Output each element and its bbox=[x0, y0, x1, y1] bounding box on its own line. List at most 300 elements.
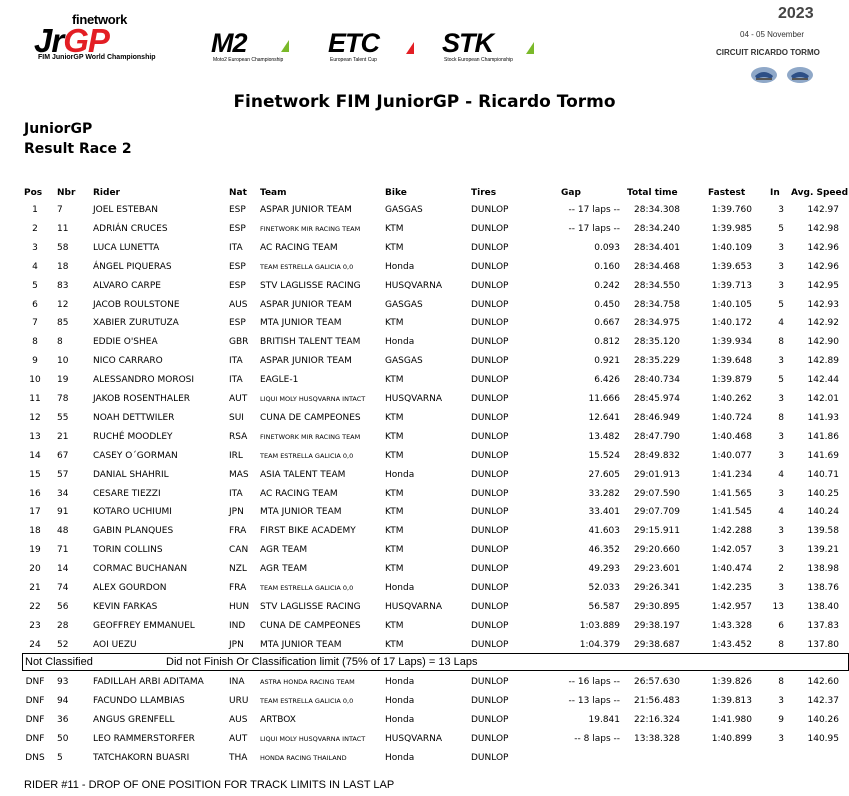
team-name: BRITISH TALENT TEAM bbox=[260, 337, 361, 348]
bike-cell: KTM bbox=[385, 526, 404, 537]
gap-cell: 11.666 bbox=[588, 394, 620, 404]
fastest-lap-cell: 1:39.813 bbox=[711, 696, 752, 706]
total-time-cell: 22:16.324 bbox=[634, 715, 680, 725]
table-row bbox=[0, 466, 849, 484]
fastest-lap-cell: 1:40.105 bbox=[711, 299, 752, 310]
nat-cell: AUS bbox=[229, 299, 248, 310]
pos-cell: DNF bbox=[25, 734, 45, 744]
stk-accent-shape bbox=[526, 42, 534, 54]
tires-cell: DUNLOP bbox=[471, 394, 509, 404]
nbr-cell: 83 bbox=[57, 280, 69, 291]
total-time-cell: 29:38.197 bbox=[634, 620, 680, 631]
tires-cell: DUNLOP bbox=[471, 734, 509, 744]
in-lap-cell: 3 bbox=[778, 356, 784, 367]
pos-cell: 23 bbox=[29, 620, 41, 631]
total-time-cell: 28:35.229 bbox=[634, 356, 680, 367]
nbr-cell: 93 bbox=[57, 677, 69, 687]
pos-cell: 4 bbox=[32, 261, 38, 272]
table-row bbox=[0, 749, 849, 767]
gap-cell: 33.282 bbox=[588, 488, 620, 499]
total-time-cell: 29:26.341 bbox=[634, 583, 680, 593]
table-row bbox=[0, 296, 849, 314]
bike-cell: KTM bbox=[385, 375, 404, 386]
nat-cell: FRA bbox=[229, 526, 247, 537]
col-team: Team bbox=[260, 188, 287, 198]
team-name: FINETWORK MIR RACING TEAM bbox=[260, 432, 361, 441]
tires-cell: DUNLOP bbox=[471, 469, 509, 480]
rider-name: ADRIÁN CRUCES bbox=[93, 223, 168, 234]
bike-cell: HUSQVARNA bbox=[385, 734, 443, 744]
col-bike: Bike bbox=[385, 188, 407, 198]
fastest-lap-cell: 1:40.899 bbox=[711, 734, 752, 744]
gap-cell: 1:03.889 bbox=[579, 620, 620, 631]
tires-cell: DUNLOP bbox=[471, 412, 509, 423]
team-name: ASPAR JUNIOR TEAM bbox=[260, 356, 352, 367]
avg-speed-cell: 138.40 bbox=[807, 601, 839, 612]
gap-cell: -- 8 laps -- bbox=[574, 734, 620, 744]
table-row bbox=[0, 598, 849, 616]
nbr-cell: 36 bbox=[57, 715, 69, 725]
table-row bbox=[0, 277, 849, 295]
table-row bbox=[0, 390, 849, 408]
pos-cell: 22 bbox=[29, 601, 41, 612]
nbr-cell: 5 bbox=[57, 753, 63, 763]
tires-cell: DUNLOP bbox=[471, 677, 509, 687]
pos-cell: DNF bbox=[25, 715, 45, 725]
total-time-cell: 28:34.758 bbox=[634, 299, 680, 310]
nbr-cell: 19 bbox=[57, 375, 69, 386]
nbr-cell: 18 bbox=[57, 261, 69, 272]
avg-speed-cell: 142.60 bbox=[807, 677, 839, 687]
rider-name: JAKOB ROSENTHALER bbox=[93, 394, 191, 404]
bike-cell: Honda bbox=[385, 337, 415, 348]
tires-cell: DUNLOP bbox=[471, 431, 509, 442]
gap-cell: 0.667 bbox=[594, 318, 620, 329]
tires-cell: DUNLOP bbox=[471, 583, 509, 593]
nbr-cell: 85 bbox=[57, 318, 69, 329]
nat-cell: AUT bbox=[229, 394, 248, 404]
table-row bbox=[0, 333, 849, 351]
nat-cell: IRL bbox=[229, 450, 243, 461]
race-footnote: RIDER #11 - DROP OF ONE POSITION FOR TRACK LIMITS IN LAST LAP bbox=[24, 779, 395, 791]
tires-cell: DUNLOP bbox=[471, 488, 509, 499]
nbr-cell: 21 bbox=[57, 431, 69, 442]
nat-cell: SUI bbox=[229, 412, 244, 423]
gap-cell: 0.160 bbox=[594, 261, 620, 272]
avg-speed-cell: 142.98 bbox=[807, 223, 839, 234]
bike-cell: KTM bbox=[385, 242, 404, 253]
total-time-cell: 28:35.120 bbox=[634, 337, 680, 348]
in-lap-cell: 3 bbox=[778, 205, 784, 215]
nat-cell: ITA bbox=[229, 488, 243, 499]
nbr-cell: 8 bbox=[57, 337, 63, 348]
gap-cell: 0.812 bbox=[594, 337, 620, 348]
nbr-cell: 11 bbox=[57, 223, 69, 234]
table-row bbox=[0, 692, 849, 710]
tires-cell: DUNLOP bbox=[471, 715, 509, 725]
gap-cell: 6.426 bbox=[594, 375, 620, 386]
helmet-badge-icon bbox=[786, 66, 814, 84]
bike-cell: KTM bbox=[385, 412, 404, 423]
fastest-lap-cell: 1:39.985 bbox=[711, 223, 752, 234]
nat-cell: GBR bbox=[229, 337, 249, 348]
pos-cell: 19 bbox=[29, 545, 41, 556]
nbr-cell: 74 bbox=[57, 583, 69, 593]
etc-tagline: European Talent Cup bbox=[330, 57, 377, 63]
pos-cell: 3 bbox=[32, 242, 38, 253]
col-avg-speed: Avg. Speed bbox=[791, 188, 849, 198]
in-lap-cell: 3 bbox=[778, 583, 784, 593]
team-name: AGR TEAM bbox=[260, 545, 308, 556]
fastest-lap-cell: 1:40.172 bbox=[711, 318, 752, 329]
m2-logo bbox=[211, 30, 301, 65]
in-lap-cell: 3 bbox=[778, 488, 784, 499]
team-name: LIQUI MOLY HUSQVARNA INTACT bbox=[260, 395, 366, 403]
nbr-cell: 48 bbox=[57, 526, 69, 537]
rider-name: JOEL ESTEBAN bbox=[93, 205, 158, 215]
table-row bbox=[0, 673, 849, 691]
pos-cell: 5 bbox=[32, 280, 38, 291]
team-name: MTA JUNIOR TEAM bbox=[260, 318, 342, 329]
nbr-cell: 67 bbox=[57, 450, 69, 461]
bike-cell: Honda bbox=[385, 261, 415, 272]
in-lap-cell: 8 bbox=[778, 337, 784, 348]
rider-name: AOI UEZU bbox=[93, 639, 137, 650]
bike-cell: KTM bbox=[385, 545, 404, 556]
tires-cell: DUNLOP bbox=[471, 526, 509, 537]
bike-cell: Honda bbox=[385, 677, 415, 687]
avg-speed-cell: 141.93 bbox=[807, 412, 839, 423]
team-name: LIQUI MOLY HUSQVARNA INTACT bbox=[260, 735, 366, 743]
nbr-cell: 55 bbox=[57, 412, 69, 423]
gap-cell: 15.524 bbox=[588, 450, 620, 461]
team-name: CUNA DE CAMPEONES bbox=[260, 412, 361, 423]
gap-cell: -- 13 laps -- bbox=[568, 696, 620, 706]
pos-cell: 21 bbox=[29, 583, 41, 593]
event-dates: 04 - 05 November bbox=[740, 30, 805, 39]
bike-cell: KTM bbox=[385, 431, 404, 442]
team-name: FIRST BIKE ACADEMY bbox=[260, 526, 356, 537]
rider-name: ÁNGEL PIQUERAS bbox=[93, 261, 172, 272]
total-time-cell: 28:47.790 bbox=[634, 431, 680, 442]
pos-cell: DNF bbox=[25, 696, 45, 706]
fastest-lap-cell: 1:43.452 bbox=[711, 639, 752, 650]
pos-cell: 7 bbox=[32, 318, 38, 329]
juniorgp-logo bbox=[34, 12, 179, 64]
nbr-cell: 50 bbox=[57, 734, 69, 744]
nat-cell: THA bbox=[229, 753, 248, 763]
in-lap-cell: 3 bbox=[778, 526, 784, 537]
pos-cell: 9 bbox=[32, 356, 38, 367]
tires-cell: DUNLOP bbox=[471, 545, 509, 556]
not-classified-banner bbox=[22, 653, 849, 671]
helmet-badge-icon bbox=[750, 66, 778, 84]
total-time-cell: 29:07.590 bbox=[634, 488, 680, 499]
gap-cell: -- 16 laps -- bbox=[568, 677, 620, 687]
table-row bbox=[0, 409, 849, 427]
col-nbr: Nbr bbox=[57, 188, 76, 198]
stk-wordmark: STK bbox=[442, 28, 493, 58]
fastest-lap-cell: 1:39.713 bbox=[711, 280, 752, 291]
table-row bbox=[0, 314, 849, 332]
table-row bbox=[0, 560, 849, 578]
fastest-lap-cell: 1:39.934 bbox=[711, 337, 752, 348]
nbr-cell: 28 bbox=[57, 620, 69, 631]
nat-cell: HUN bbox=[229, 601, 250, 612]
tires-cell: DUNLOP bbox=[471, 299, 509, 310]
nbr-cell: 78 bbox=[57, 394, 69, 404]
col-fastest: Fastest bbox=[708, 188, 746, 198]
avg-speed-cell: 142.92 bbox=[807, 318, 839, 329]
rider-name: RUCHÉ MOODLEY bbox=[93, 431, 173, 442]
jrgp-wordmark: JrGP bbox=[34, 22, 109, 59]
table-row bbox=[0, 352, 849, 370]
team-name: MTA JUNIOR TEAM bbox=[260, 639, 342, 650]
nbr-cell: 58 bbox=[57, 242, 69, 253]
tires-cell: DUNLOP bbox=[471, 564, 509, 575]
pos-cell: DNF bbox=[25, 677, 45, 687]
avg-speed-cell: 142.96 bbox=[807, 261, 839, 272]
rider-name: LUCA LUNETTA bbox=[93, 242, 160, 253]
juniorgp-tagline: FIM JuniorGP World Championship bbox=[38, 54, 156, 61]
table-row bbox=[0, 522, 849, 540]
gap-cell: 46.352 bbox=[588, 545, 620, 556]
bike-cell: Honda bbox=[385, 715, 415, 725]
nbr-cell: 91 bbox=[57, 507, 69, 518]
nat-cell: ESP bbox=[229, 318, 246, 329]
nat-cell: FRA bbox=[229, 583, 247, 593]
rider-name: NOAH DETTWILER bbox=[93, 412, 175, 423]
etc-logo bbox=[328, 30, 418, 65]
rider-name: ALVARO CARPE bbox=[93, 280, 161, 291]
team-name: AGR TEAM bbox=[260, 564, 308, 575]
fastest-lap-cell: 1:40.468 bbox=[711, 431, 752, 442]
fastest-lap-cell: 1:39.879 bbox=[711, 375, 752, 386]
tires-cell: DUNLOP bbox=[471, 450, 509, 461]
bike-cell: KTM bbox=[385, 223, 404, 234]
avg-speed-cell: 138.76 bbox=[807, 583, 839, 593]
team-name: TEAM ESTRELLA GALICIA 0,0 bbox=[260, 262, 354, 271]
team-name: TEAM ESTRELLA GALICIA 0,0 bbox=[260, 584, 354, 592]
tires-cell: DUNLOP bbox=[471, 337, 509, 348]
team-name: MTA JUNIOR TEAM bbox=[260, 507, 342, 518]
fastest-lap-cell: 1:40.109 bbox=[711, 242, 752, 253]
tires-cell: DUNLOP bbox=[471, 205, 509, 215]
avg-speed-cell: 141.86 bbox=[807, 431, 839, 442]
in-lap-cell: 3 bbox=[778, 696, 784, 706]
nat-cell: CAN bbox=[229, 545, 249, 556]
fastest-lap-cell: 1:40.474 bbox=[711, 564, 752, 575]
gap-cell: 52.033 bbox=[588, 583, 620, 593]
gap-cell: 0.093 bbox=[594, 242, 620, 253]
series-name: JuniorGP bbox=[24, 121, 93, 137]
team-name: ASPAR JUNIOR TEAM bbox=[260, 205, 352, 215]
team-name: STV LAGLISSE RACING bbox=[260, 601, 361, 612]
avg-speed-cell: 140.71 bbox=[807, 469, 839, 480]
team-name: ASPAR JUNIOR TEAM bbox=[260, 299, 352, 310]
col-rider: Rider bbox=[93, 188, 120, 198]
m2-tagline: Moto2 European Championship bbox=[213, 57, 284, 63]
nbr-cell: 7 bbox=[57, 205, 63, 215]
pos-cell: 8 bbox=[32, 337, 38, 348]
table-row bbox=[0, 239, 849, 257]
fastest-lap-cell: 1:39.760 bbox=[711, 205, 752, 215]
rider-name: LEO RAMMERSTORFER bbox=[93, 734, 195, 744]
avg-speed-cell: 142.89 bbox=[807, 356, 839, 367]
m2-wordmark: M2 bbox=[211, 28, 247, 58]
avg-speed-cell: 140.24 bbox=[807, 507, 839, 518]
nat-cell: URU bbox=[229, 696, 249, 706]
table-row bbox=[0, 636, 849, 654]
table-row bbox=[0, 447, 849, 465]
bike-cell: KTM bbox=[385, 450, 404, 461]
in-lap-cell: 3 bbox=[778, 545, 784, 556]
event-circuit: CIRCUIT RICARDO TORMO bbox=[716, 48, 820, 57]
tires-cell: DUNLOP bbox=[471, 375, 509, 386]
rider-name: JACOB ROULSTONE bbox=[93, 299, 180, 310]
nbr-cell: 34 bbox=[57, 488, 69, 499]
rider-name: DANIAL SHAHRIL bbox=[93, 469, 169, 480]
finetwork-brand: finetwork bbox=[72, 12, 128, 27]
tires-cell: DUNLOP bbox=[471, 242, 509, 253]
total-time-cell: 28:46.949 bbox=[634, 412, 680, 423]
pos-cell: 15 bbox=[29, 469, 41, 480]
avg-speed-cell: 137.83 bbox=[807, 620, 839, 631]
total-time-cell: 29:30.895 bbox=[634, 601, 680, 612]
fastest-lap-cell: 1:43.328 bbox=[711, 620, 752, 631]
bike-cell: KTM bbox=[385, 620, 404, 631]
fastest-lap-cell: 1:40.724 bbox=[711, 412, 752, 423]
tires-cell: DUNLOP bbox=[471, 620, 509, 631]
rider-name: XABIER ZURUTUZA bbox=[93, 318, 179, 329]
fastest-lap-cell: 1:41.234 bbox=[711, 469, 752, 480]
in-lap-cell: 3 bbox=[778, 734, 784, 744]
in-lap-cell: 8 bbox=[778, 639, 784, 650]
pos-cell: 13 bbox=[29, 431, 41, 442]
bike-cell: Honda bbox=[385, 696, 415, 706]
total-time-cell: 28:40.734 bbox=[634, 375, 680, 386]
nbr-cell: 10 bbox=[57, 356, 69, 367]
table-row bbox=[0, 428, 849, 446]
team-name: AC RACING TEAM bbox=[260, 242, 338, 253]
team-name: STV LAGLISSE RACING bbox=[260, 280, 361, 291]
bike-cell: KTM bbox=[385, 564, 404, 575]
table-row bbox=[0, 201, 849, 219]
fastest-lap-cell: 1:39.653 bbox=[711, 261, 752, 272]
fastest-lap-cell: 1:41.545 bbox=[711, 507, 752, 518]
pos-cell: 18 bbox=[29, 526, 41, 537]
avg-speed-cell: 139.21 bbox=[807, 545, 839, 556]
rider-name: KEVIN FARKAS bbox=[93, 601, 158, 612]
gap-cell: -- 17 laps -- bbox=[568, 223, 620, 234]
avg-speed-cell: 142.97 bbox=[807, 205, 839, 215]
bike-cell: GASGAS bbox=[385, 356, 423, 367]
in-lap-cell: 4 bbox=[778, 507, 784, 518]
nat-cell: JPN bbox=[229, 639, 244, 650]
in-lap-cell: 3 bbox=[778, 431, 784, 442]
avg-speed-cell: 140.25 bbox=[807, 488, 839, 499]
total-time-cell: 28:34.401 bbox=[634, 242, 680, 253]
pos-cell: 24 bbox=[29, 639, 41, 650]
nbr-cell: 71 bbox=[57, 545, 69, 556]
table-row bbox=[0, 541, 849, 559]
bike-cell: KTM bbox=[385, 507, 404, 518]
team-name: ASIA TALENT TEAM bbox=[260, 469, 346, 480]
col-pos: Pos bbox=[24, 188, 43, 198]
tires-cell: DUNLOP bbox=[471, 696, 509, 706]
tires-cell: DUNLOP bbox=[471, 223, 509, 234]
gap-cell: 56.587 bbox=[588, 601, 620, 612]
bike-cell: KTM bbox=[385, 318, 404, 329]
bike-cell: HUSQVARNA bbox=[385, 601, 443, 612]
in-lap-cell: 3 bbox=[778, 242, 784, 253]
total-time-cell: 29:23.601 bbox=[634, 564, 680, 575]
in-lap-cell: 4 bbox=[778, 318, 784, 329]
etc-wordmark: ETC bbox=[328, 28, 379, 58]
bike-cell: KTM bbox=[385, 488, 404, 499]
table-row bbox=[0, 503, 849, 521]
in-lap-cell: 2 bbox=[778, 564, 784, 575]
bike-cell: GASGAS bbox=[385, 299, 423, 310]
rider-name: NICO CARRARO bbox=[93, 356, 163, 367]
in-lap-cell: 5 bbox=[778, 375, 784, 386]
m2-accent-shape bbox=[281, 40, 289, 52]
nat-cell: ESP bbox=[229, 261, 246, 272]
avg-speed-cell: 142.90 bbox=[807, 337, 839, 348]
total-time-cell: 28:45.974 bbox=[634, 394, 680, 404]
total-time-cell: 21:56.483 bbox=[634, 696, 680, 706]
pos-cell: 20 bbox=[29, 564, 41, 575]
bike-cell: KTM bbox=[385, 639, 404, 650]
in-lap-cell: 9 bbox=[778, 715, 784, 725]
gap-cell: 0.450 bbox=[594, 299, 620, 310]
pos-cell: 17 bbox=[29, 507, 41, 518]
gap-cell: 12.641 bbox=[588, 412, 620, 423]
nat-cell: ESP bbox=[229, 223, 246, 234]
page-title: Finetwork FIM JuniorGP - Ricardo Tormo bbox=[233, 92, 616, 112]
nat-cell: ITA bbox=[229, 242, 243, 253]
in-lap-cell: 4 bbox=[778, 469, 784, 480]
fastest-lap-cell: 1:42.957 bbox=[711, 601, 752, 612]
avg-speed-cell: 140.95 bbox=[807, 734, 839, 744]
in-lap-cell: 5 bbox=[778, 299, 784, 310]
pos-cell: 12 bbox=[29, 412, 41, 423]
gap-cell: 19.841 bbox=[588, 715, 620, 725]
nat-cell: IND bbox=[229, 620, 246, 631]
total-time-cell: 26:57.630 bbox=[634, 677, 680, 687]
avg-speed-cell: 139.58 bbox=[807, 526, 839, 537]
rider-name: FACUNDO LLAMBIAS bbox=[93, 696, 185, 706]
col-in: In bbox=[770, 188, 780, 198]
rider-name: ALEX GOURDON bbox=[93, 583, 167, 593]
tires-cell: DUNLOP bbox=[471, 639, 509, 650]
pos-cell: 10 bbox=[29, 375, 41, 386]
nat-cell: AUT bbox=[229, 734, 248, 744]
in-lap-cell: 3 bbox=[778, 280, 784, 291]
pos-cell: 1 bbox=[32, 205, 38, 215]
col-total-time: Total time bbox=[627, 188, 678, 198]
table-row bbox=[0, 220, 849, 238]
not-classified-rule: Did not Finish Or Classification limit (75% of 17 Laps) = 13 Laps bbox=[166, 656, 478, 668]
bike-cell: HUSQVARNA bbox=[385, 280, 443, 291]
tires-cell: DUNLOP bbox=[471, 356, 509, 367]
total-time-cell: 29:20.660 bbox=[634, 545, 680, 556]
table-row bbox=[0, 579, 849, 597]
total-time-cell: 28:49.832 bbox=[634, 450, 680, 461]
nbr-cell: 12 bbox=[57, 299, 69, 310]
nat-cell: MAS bbox=[229, 469, 249, 480]
gap-cell: 13.482 bbox=[588, 431, 620, 442]
